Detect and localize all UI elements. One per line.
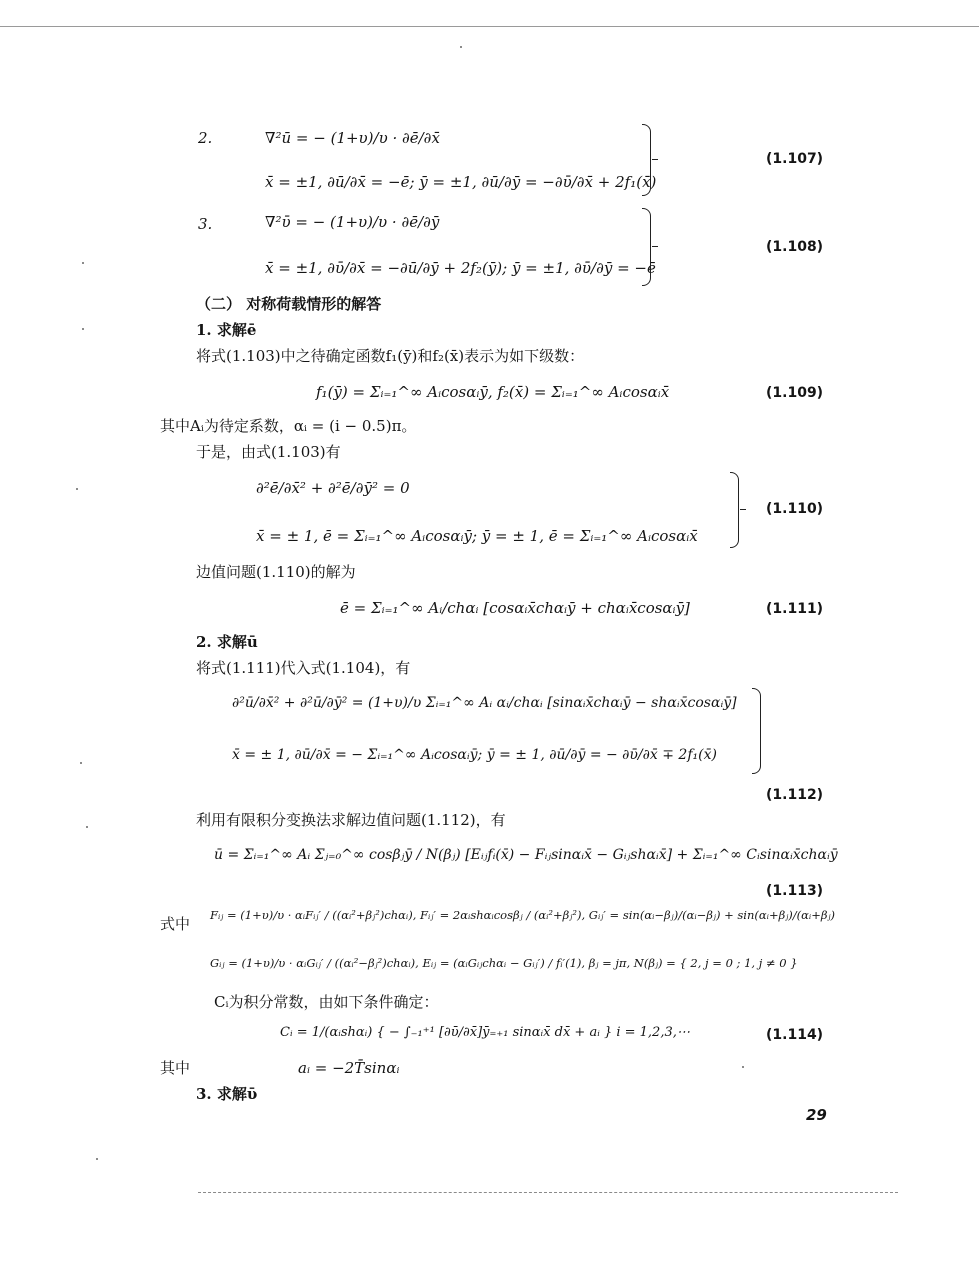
- brace-1-112: [752, 688, 761, 774]
- equation-number-1-110: (1.110): [766, 501, 824, 517]
- paragraph-substitute: 将式(1.111)代入式(1.104)，有: [196, 659, 411, 677]
- paragraph-from-1-103: 于是，由式(1.103)有: [196, 443, 341, 461]
- scan-speck: [96, 1158, 98, 1160]
- section-heading-symmetric-load: （二） 对称荷载情形的解答: [196, 295, 382, 313]
- equation-1-110-line-2: x̄ = ± 1, ē = Σᵢ₌₁^∞ Aᵢcosαᵢȳ; ȳ = ± 1, ē = Σᵢ₌₁^∞ Aᵢcosαᵢx̄: [256, 527, 698, 545]
- equation-1-112-line-2: x̄ = ± 1, ∂ū/∂x̄ = − Σᵢ₌₁^∞ Aᵢcosαᵢȳ; ȳ = ± 1, ∂ū/∂ȳ = − ∂ῡ/∂x̄ ∓ 2f₁(x̄): [232, 747, 717, 763]
- top-rule: [0, 26, 979, 27]
- brace-tip-1-107: [652, 159, 658, 160]
- scan-speck: [742, 1066, 744, 1068]
- equation-1-108-line-1: ∇²ῡ = − (1+υ)/υ · ∂ē/∂ȳ: [265, 213, 440, 231]
- equation-1-109: f₁(ȳ) = Σᵢ₌₁^∞ Aᵢcosαᵢȳ, f₂(x̄) = Σᵢ₌₁^∞ Aᵢcosαᵢx̄: [316, 383, 670, 401]
- equation-1-114: Cᵢ = 1/(αᵢshαᵢ) { − ∫₋₁⁺¹ [∂ῡ/∂x̄]ȳ₌₊₁ sinαᵢx̄ dx̄ + aᵢ } i = 1,2,3,⋯: [280, 1025, 690, 1040]
- paragraph-series-definition: 将式(1.103)中之待确定函数f₁(ȳ)和f₂(x̄)表示为如下级数：: [196, 347, 585, 365]
- paragraph-integration-constant: Cᵢ为积分常数，由如下条件确定：: [214, 993, 439, 1011]
- item-2-number: 2.: [198, 129, 213, 147]
- equation-1-107-line-1: ∇²ū = − (1+υ)/υ · ∂ē/∂x̄: [265, 129, 440, 147]
- equation-1-110-line-1: ∂²ē/∂x̄² + ∂²ē/∂ȳ² = 0: [256, 479, 410, 497]
- paragraph-coefficients: 其中Aᵢ为待定系数，αᵢ = (i − 0.5)π。: [160, 417, 417, 435]
- equation-number-1-113: (1.113): [766, 883, 824, 899]
- brace-1-107: [642, 124, 651, 196]
- equation-1-108-line-2: x̄ = ±1, ∂ῡ/∂x̄ = −∂ū/∂ȳ + 2f₂(ȳ); ȳ = ±1, ∂ῡ/∂ȳ = −ē: [265, 259, 656, 277]
- where-label-2: 其中: [160, 1059, 191, 1077]
- bottom-rule: [198, 1192, 898, 1193]
- definition-a-i: aᵢ = −2T̄sinαᵢ: [298, 1059, 400, 1077]
- equation-number-1-111: (1.111): [766, 601, 824, 617]
- brace-1-108: [642, 208, 651, 286]
- equation-number-1-112: (1.112): [766, 787, 824, 803]
- subsection-1-heading: 1. 求解ē: [196, 321, 257, 339]
- where-label-1: 式中: [160, 915, 191, 933]
- scan-speck: [82, 328, 84, 330]
- equation-number-1-109: (1.109): [766, 385, 824, 401]
- scan-speck: [86, 826, 88, 828]
- equation-1-107-line-2: x̄ = ±1, ∂ū/∂x̄ = −ē; ȳ = ±1, ∂ū/∂ȳ = −∂ῡ/∂x̄ + 2f₁(x̄): [265, 173, 657, 191]
- equation-1-113: ū = Σᵢ₌₁^∞ Aᵢ Σⱼ₌₀^∞ cosβⱼȳ / N(βⱼ) [Eᵢⱼfᵢ(x̄) − Fᵢⱼsinαᵢx̄ − Gᵢⱼshαᵢx̄] + Σᵢ₌₁^∞ Cᵢsinαᵢx̄chαᵢȳ: [214, 847, 838, 863]
- subsection-3-heading: 3. 求解ῡ: [196, 1085, 258, 1103]
- paragraph-finite-integral-transform: 利用有限积分变换法求解边值问题(1.112)，有: [196, 811, 506, 829]
- scan-speck: [82, 262, 84, 264]
- equation-number-1-108: (1.108): [766, 239, 824, 255]
- equation-1-112-line-1: ∂²ū/∂x̄² + ∂²ū/∂ȳ² = (1+υ)/υ Σᵢ₌₁^∞ Aᵢ αᵢ/chαᵢ [sinαᵢx̄chαᵢȳ − shαᵢx̄cosαᵢȳ]: [232, 695, 737, 711]
- page-number: 29: [806, 1106, 827, 1124]
- item-3-number: 3.: [198, 215, 213, 233]
- definitions-line-1: Fᵢⱼ = (1+υ)/υ · αᵢFᵢⱼ′ / ((αᵢ²+βⱼ²)chαᵢ), Fᵢⱼ′ = 2αᵢshαᵢcosβⱼ / (αᵢ²+βⱼ²), Gᵢⱼ′ = sin(αᵢ−βⱼ)/(αᵢ−βⱼ) + sin(αᵢ+βⱼ)/(αᵢ+βⱼ): [210, 908, 836, 922]
- equation-number-1-114: (1.114): [766, 1027, 824, 1043]
- equation-number-1-107: (1.107): [766, 151, 824, 167]
- brace-tip-1-110: [740, 509, 746, 510]
- brace-1-110: [730, 472, 739, 548]
- subsection-2-heading: 2. 求解ū: [196, 633, 258, 651]
- definitions-line-2: Gᵢⱼ = (1+υ)/υ · αᵢGᵢⱼ′ / ((αᵢ²−βⱼ²)chαᵢ), Eᵢⱼ = (αᵢGᵢⱼchαᵢ − Gᵢⱼ′) / fᵢ′(1), βⱼ = jπ, N(βⱼ) = { 2, j = 0 ; 1, j ≠ 0 }: [210, 956, 798, 970]
- equation-1-111: ē = Σᵢ₌₁^∞ Aᵢ/chαᵢ [cosαᵢx̄chαᵢȳ + chαᵢx̄cosαᵢȳ]: [340, 599, 690, 617]
- scan-speck: [80, 762, 82, 764]
- scan-speck: [76, 488, 78, 490]
- paragraph-boundary-solution: 边值问题(1.110)的解为: [196, 563, 356, 581]
- brace-tip-1-108: [652, 246, 658, 247]
- scan-speck: [460, 46, 462, 48]
